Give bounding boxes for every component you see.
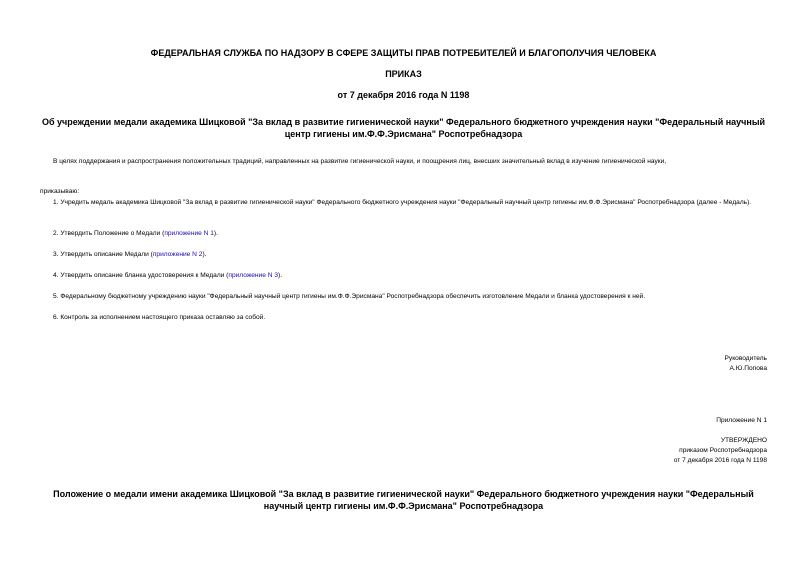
item-4-suffix: ). — [278, 272, 283, 279]
regulation-title-line-2: научный центр гигиены им.Ф.Ф.Эрисмана" Роспотребнадзора — [263, 501, 544, 511]
approval-date-number: от 7 декабря 2016 года N 1198 — [673, 457, 767, 464]
item-1: 1. Учредить медаль академика Шицковой "За вклад в развитие гигиенической науки" Федерального бюджетного учреждения науки "Федеральный научный центр гигиены им.Ф.Ф.Эрисмана" Роспотребнадзора (далее - Медаль). — [53, 199, 752, 206]
signature-block — [725, 354, 767, 374]
agency-heading: ФЕДЕРАЛЬНАЯ СЛУЖБА ПО НАДЗОРУ В СФЕРЕ ЗАЩИТЫ ПРАВ ПОТРЕБИТЕЛЕЙ И БЛАГОПОЛУЧИЯ ЧЕЛОВЕКА — [150, 48, 657, 58]
order-title — [40, 116, 767, 140]
item-4 — [53, 271, 282, 280]
doc-type-heading: ПРИКАЗ — [385, 69, 422, 79]
preamble-paragraph: В целях поддержания и распространения положительных традиций, направленных на развитие гигиенической науки, и поощрения лиц, внесших значительный вклад в изучение гигиенической науки, — [53, 158, 667, 165]
approval-block — [674, 436, 767, 466]
item-2 — [53, 229, 218, 238]
item-3-suffix: ). — [202, 251, 207, 258]
order-date-number: от 7 декабря 2016 года N 1198 — [337, 90, 470, 100]
regulation-title — [40, 488, 767, 512]
item-6: 6. Контроль за исполнением настоящего приказа оставляю за собой. — [53, 314, 266, 321]
appendix-3-link[interactable]: приложение N 3 — [228, 272, 278, 279]
appendix-2-link[interactable]: приложение N 2 — [152, 251, 203, 258]
appendix-1-link[interactable]: приложение N 1 — [164, 230, 214, 237]
item-3 — [53, 250, 206, 259]
approval-by-order: приказом Роспотребнадзора — [679, 447, 767, 454]
item-2-prefix: 2. Утвердить Положение о Медали ( — [53, 230, 165, 237]
signature-name: А.Ю.Попова — [729, 365, 767, 372]
item-3-prefix: 3. Утвердить описание Медали ( — [53, 251, 153, 258]
order-word: приказываю: — [40, 188, 80, 195]
appendix-label: Приложение N 1 — [716, 417, 767, 424]
order-title-line-1: Об учреждении медали академика Шицковой "За вклад в развитие гигиенической науки" Федерального бюджетного учреждения науки "Федеральный научный — [41, 117, 766, 127]
signature-position: Руководитель — [724, 355, 767, 362]
approval-stamp: УТВЕРЖДЕНО — [720, 437, 767, 444]
regulation-title-line-1: Положение о медали имени академика Шицковой "За вклад в развитие гигиенической науки" Федерального бюджетного учреждения науки "Федеральный — [53, 489, 754, 499]
item-5: 5. Федеральному бюджетному учреждению науки "Федеральный научный центр гигиены им.Ф.Ф.Эрисмана" Роспотребнадзора обеспечить изготовление Медали и бланка удостоверения к ней. — [53, 293, 646, 300]
item-2-suffix: ). — [213, 230, 218, 237]
order-title-line-2: центр гигиены им.Ф.Ф.Эрисмана" Роспотребнадзора — [284, 129, 523, 139]
item-4-prefix: 4. Утвердить описание бланка удостоверения к Медали ( — [53, 272, 229, 279]
